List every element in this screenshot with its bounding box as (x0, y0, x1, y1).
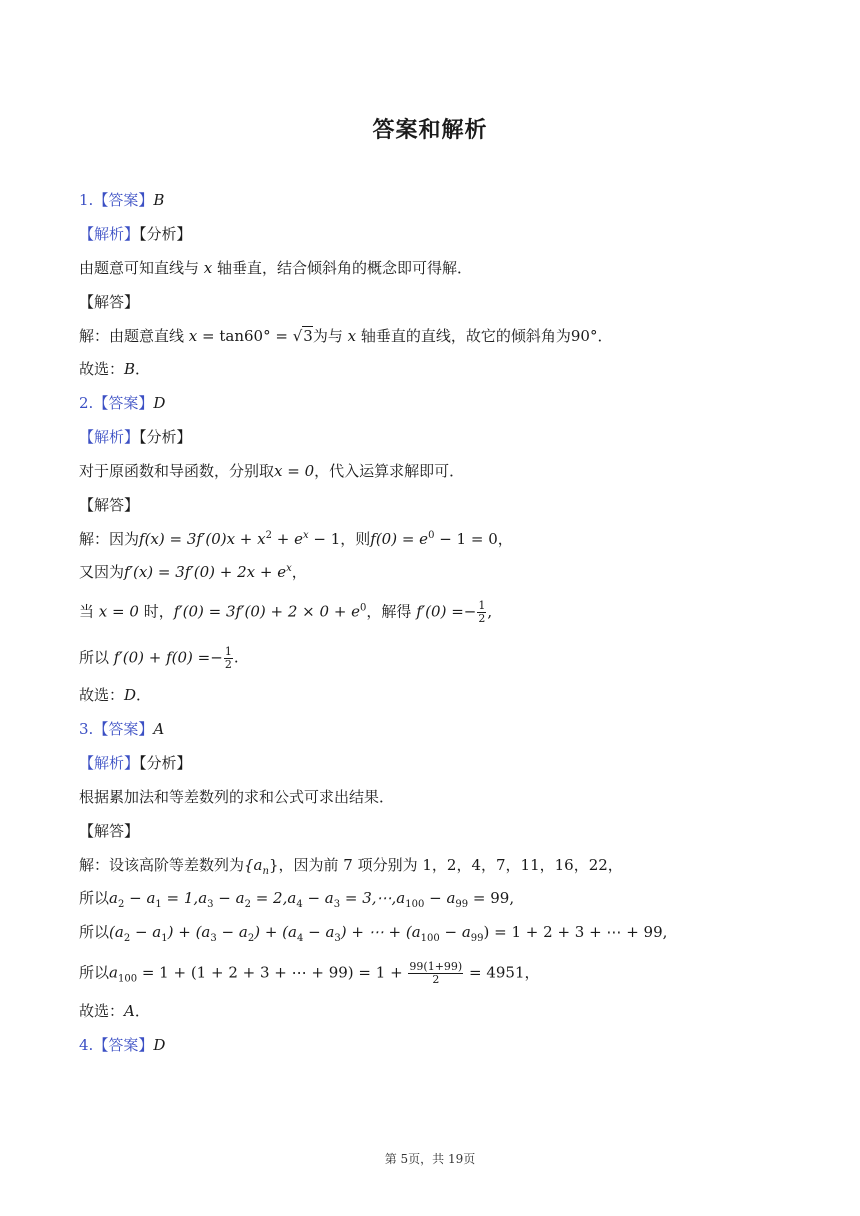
text-span: ， (497, 530, 513, 548)
text-span: 故选： (79, 686, 125, 704)
text-span: 解：因为 (79, 530, 140, 548)
page-title: 答案和解析 (372, 118, 488, 143)
question-number: 3. (79, 720, 94, 738)
question-2-solution-line-2 (79, 561, 307, 583)
analysis-tag: 【解析】 (79, 225, 140, 243)
analysis-tag: 【解析】 (79, 754, 140, 772)
text-span: 所以 (79, 889, 110, 907)
math-expr: f′(0) = 3f′(0) + 2 × 0 + e (173, 602, 361, 621)
math-sub: 100 (405, 899, 425, 910)
math-expr: − a (216, 923, 248, 941)
math-sup: 2 (265, 530, 272, 541)
math-sub: 2 (244, 899, 251, 910)
text-span: 故选： (79, 360, 125, 378)
question-3-choice (79, 1000, 150, 1022)
question-2-fenxi-text (79, 460, 464, 482)
page-footer: 第 5页，共 19页 (384, 1152, 476, 1166)
math-expr: a (109, 889, 118, 907)
question-number: 4. (79, 1036, 94, 1054)
text-span: ． (597, 327, 613, 345)
math-sub: 2 (247, 933, 255, 944)
text-span: ，代入运算求解即可． (314, 462, 465, 480)
fraction-denominator: 2 (432, 973, 440, 986)
math-sub: 99 (470, 933, 484, 944)
math-expr: } (268, 856, 279, 874)
question-3-answer-header (79, 718, 164, 740)
math-expr: − a (303, 923, 335, 941)
math-expr: f′(0) =− (416, 602, 477, 621)
text-span: 由题意可知直线与 (79, 259, 200, 277)
text-span: 所以 (79, 923, 110, 941)
math-expr: f′(0) + f(0) =− (113, 648, 223, 667)
math-expr: − a (130, 923, 162, 941)
fenxi-tag: 【分析】 (139, 225, 192, 243)
math-sub: 100 (420, 933, 440, 944)
answer-value: D (153, 1036, 166, 1054)
text-span: 又因为 (79, 563, 125, 581)
text-span: ． (136, 686, 152, 704)
text-span: ，解得 (366, 602, 412, 621)
math-expr: = 1 + (1 + 2 + 3 + ⋯ + 99) = 1 + (137, 963, 408, 982)
question-2-solution-line-1 (79, 528, 513, 550)
math-var: x (203, 259, 213, 277)
question-2-jieda-tag: 【解答】 (79, 496, 140, 514)
analysis-tag: 【解析】 (79, 428, 140, 446)
sqrt-symbol: √ (292, 327, 303, 345)
math-expr: f′(x) = 3f′(0) + 2x + e (124, 563, 287, 581)
question-1-choice (79, 358, 150, 380)
math-expr: = 1,a (161, 889, 208, 907)
math-expr: − a (124, 889, 156, 907)
math-expr: {a (244, 856, 263, 874)
math-expr: − 1 (308, 530, 341, 548)
question-3-analysis-tags (79, 752, 192, 774)
math-expr: = tan60° = (197, 327, 293, 345)
math-sup: x (302, 530, 309, 541)
math-expr: = 4951 (464, 963, 525, 982)
math-sub: 3 (210, 933, 217, 944)
text-span: ，则 (340, 530, 371, 548)
fraction-denominator: 2 (478, 612, 486, 625)
answer-tag: 【答案】 (93, 1036, 154, 1054)
math-expr: = 99, (468, 889, 515, 907)
answer-value: B (153, 191, 165, 209)
choice-letter: A (124, 1002, 135, 1020)
fraction-denominator: 2 (224, 658, 232, 671)
question-2-answer-header (79, 392, 165, 414)
math-expr: + e (271, 530, 303, 548)
math-expr: x = 0 (274, 462, 315, 480)
math-expr: − a (424, 889, 456, 907)
fraction-numerator: 99(1+99) (409, 960, 463, 973)
question-3-fenxi-text: 根据累加法和等差数列的求和公式可求出结果． (79, 788, 395, 806)
question-number: 1. (79, 191, 94, 209)
math-sub: 4 (296, 933, 304, 944)
question-2-analysis-tags (79, 426, 192, 448)
math-sub: 1 (161, 933, 168, 944)
answer-value: D (153, 394, 166, 412)
math-sup: 0 (360, 602, 367, 614)
math-sub: 100 (117, 973, 138, 985)
text-span: ． (134, 1002, 150, 1020)
question-1-fenxi-text (79, 257, 472, 279)
math-sub: n (262, 866, 269, 877)
question-3-solution-line-1 (79, 854, 623, 876)
fenxi-tag: 【分析】 (139, 428, 192, 446)
choice-letter: D (124, 686, 137, 704)
text-span: 时， (143, 602, 174, 621)
math-expr: x = 0 (98, 602, 139, 621)
question-1-analysis-tags (79, 223, 192, 245)
math-expr: 90° (570, 327, 598, 345)
question-number: 2. (79, 394, 94, 412)
text-span: ， (524, 963, 540, 982)
math-expr: − a (213, 889, 245, 907)
math-expr: − a (439, 923, 471, 941)
question-2-solution-line-3 (79, 600, 492, 625)
text-span: 解：由题意直线 (79, 327, 185, 345)
question-1-jieda-tag: 【解答】 (79, 293, 140, 311)
text-span: 所以 (79, 963, 110, 982)
math-expr: − a (302, 889, 334, 907)
math-sub: 3 (333, 899, 341, 910)
text-span: 轴垂直，结合倾斜角的概念即可得解． (217, 259, 473, 277)
math-expr: − 1 = 0 (434, 530, 498, 548)
math-sub: 2 (117, 899, 125, 910)
text-span: ，因为前 7 项分别为 1，2，4，7，11，16，22， (278, 856, 623, 874)
question-1-answer-header (79, 189, 164, 211)
question-4-answer-header (79, 1034, 165, 1056)
math-sub: 2 (123, 933, 131, 944)
math-sub: 3 (207, 899, 214, 910)
fraction (477, 600, 486, 625)
math-sub: 3 (334, 933, 341, 944)
question-3-solution-line-3 (79, 921, 667, 943)
math-expr: ) = 1 + 2 + 3 + ⋯ + 99, (483, 923, 668, 941)
math-expr: = 3,⋯,a (340, 889, 406, 907)
fraction (408, 961, 463, 986)
answer-tag: 【答案】 (93, 394, 154, 412)
text-span: 为与 (312, 327, 343, 345)
math-sup: x (286, 563, 292, 574)
math-expr: f(x) = 3f′(0)x + x (139, 530, 266, 548)
text-span: 解：设该高阶等差数列为 (79, 856, 245, 874)
math-expr: ) + ⋯ + (a (340, 923, 421, 941)
text-span: 故选： (79, 1002, 125, 1020)
question-2-choice (79, 684, 151, 706)
text-span: ． (135, 360, 151, 378)
fenxi-tag: 【分析】 (139, 754, 192, 772)
math-expr: = 2,a (250, 889, 297, 907)
math-var: x (188, 327, 198, 345)
fraction-numerator: 1 (224, 645, 232, 658)
math-sup: 0 (428, 530, 435, 541)
math-expr: ) + (a (254, 923, 297, 941)
math-var: x (347, 327, 357, 345)
math-expr: ) + (a (167, 923, 211, 941)
math-expr: a (109, 963, 118, 982)
question-3-jieda-tag: 【解答】 (79, 822, 140, 840)
math-sub: 1 (155, 899, 162, 910)
text-span: 当 (79, 602, 95, 621)
text-span: 所以 (79, 648, 110, 667)
math-sub: 99 (455, 899, 469, 910)
text-span: 轴垂直的直线，故它的倾斜角为 (360, 327, 571, 345)
sqrt-value: 3 (303, 327, 313, 345)
text-span: 对于原函数和导函数，分别取 (79, 462, 275, 480)
question-3-solution-line-4 (79, 961, 540, 986)
math-expr: f(0) = e (370, 530, 429, 548)
text-span: ， (291, 563, 307, 581)
choice-letter: B (124, 360, 136, 378)
question-3-solution-line-2 (79, 887, 514, 909)
fraction-numerator: 1 (478, 599, 486, 612)
math-sub: 4 (296, 899, 303, 910)
question-2-solution-line-4 (79, 646, 239, 671)
math-expr: (a (109, 923, 124, 941)
question-1-solution (79, 325, 612, 347)
answer-tag: 【答案】 (93, 720, 154, 738)
text-span: . (233, 648, 239, 667)
fraction (224, 646, 233, 671)
answer-value: A (153, 720, 165, 738)
answer-tag: 【答案】 (93, 191, 154, 209)
text-span: , (487, 602, 493, 621)
